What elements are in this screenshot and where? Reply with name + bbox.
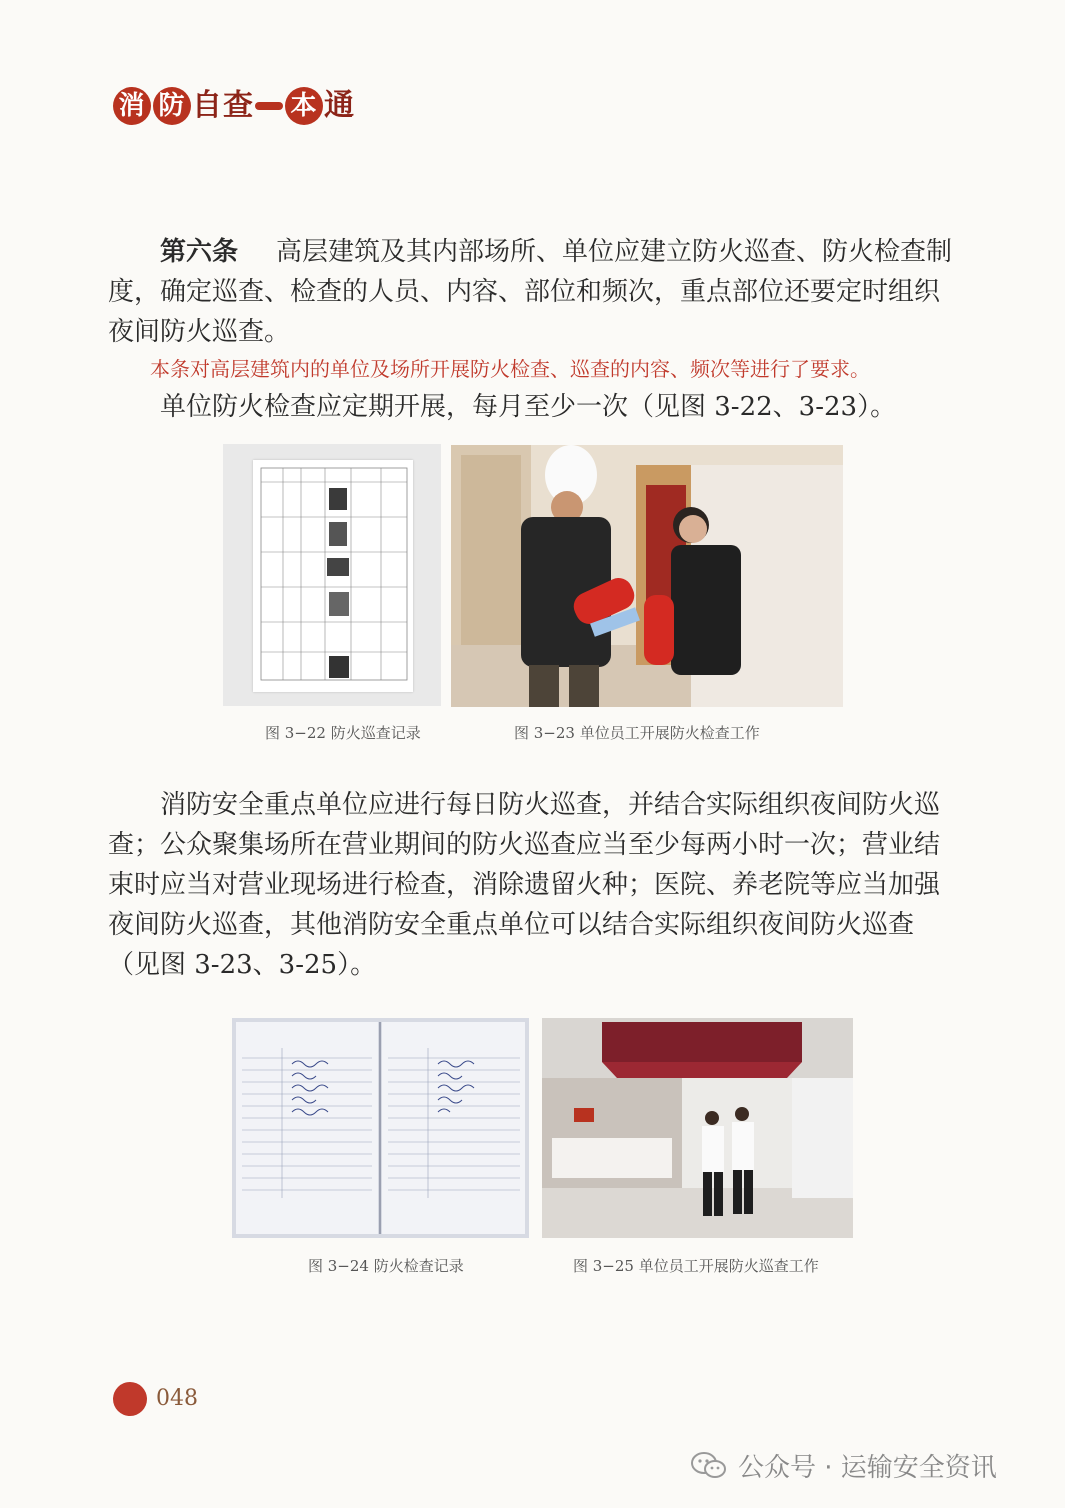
brand-char-dash xyxy=(255,102,283,110)
watermark-text: 公众号 · 运输安全资讯 xyxy=(738,1453,997,1483)
figure-caption-3-24: 图 3−24 防火检查记录 xyxy=(308,1257,464,1275)
wechat-watermark xyxy=(690,1447,997,1484)
header-brand xyxy=(112,86,355,126)
record-sheet xyxy=(253,460,413,692)
brand-char: 防 xyxy=(153,87,191,125)
article-paragraph xyxy=(108,232,958,352)
brand-char: 自 xyxy=(192,88,223,123)
record-table-drawing xyxy=(253,460,413,692)
article-note: 本条对高层建筑内的单位及场所开展防火检查、巡查的内容、频次等进行了要求。 xyxy=(150,357,870,381)
staff-fire-inspection-photo xyxy=(451,445,843,707)
fire-patrol-record-image xyxy=(223,444,441,706)
article-text: 高层建筑及其内部场所、单位应建立防火巡查、防火检查制度，确定巡查、检查的人员、内容、部位和频次，重点部位还要定时组织夜间防火巡查。 xyxy=(108,237,953,347)
body-paragraph-1 xyxy=(108,387,958,427)
staff-fire-patrol-photo xyxy=(542,1018,853,1238)
page-number: 048 xyxy=(156,1386,198,1411)
figure-caption-3-23: 图 3−23 单位员工开展防火检查工作 xyxy=(514,724,760,742)
fire-inspection-record-image xyxy=(232,1018,529,1238)
body-paragraph-1-text: 单位防火检查应定期开展，每月至少一次（见图 3-22、3-23）。 xyxy=(160,392,897,422)
wechat-icon xyxy=(690,1451,728,1481)
article-number: 第六条 xyxy=(160,237,239,267)
inspection-scene-drawing xyxy=(451,445,843,707)
body-paragraph-2 xyxy=(108,785,958,985)
brand-char: 本 xyxy=(285,87,323,125)
body-paragraph-2-text: 消防安全重点单位应进行每日防火巡查，并结合实际组织夜间防火巡查；公众聚集场所在营业期间的防火巡查应当至少每两小时一次；营业结束时应当对营业现场进行检查，消除遗留火种；医院、养老院等应当加强夜间防火巡查，其他消防安全重点单位可以结合实际组织夜间防火巡查（见图 3-23、3-25）。 xyxy=(108,790,941,980)
figure-caption-3-25: 图 3−25 单位员工开展防火巡查工作 xyxy=(573,1257,819,1275)
brand-char: 消 xyxy=(113,87,151,125)
patrol-scene-drawing xyxy=(542,1018,853,1238)
notebook-drawing xyxy=(232,1018,529,1238)
brand-char: 查 xyxy=(223,88,254,123)
brand-char: 通 xyxy=(324,88,355,123)
figure-caption-3-22: 图 3−22 防火巡查记录 xyxy=(265,724,421,742)
page-number-dot-icon xyxy=(113,1382,147,1416)
